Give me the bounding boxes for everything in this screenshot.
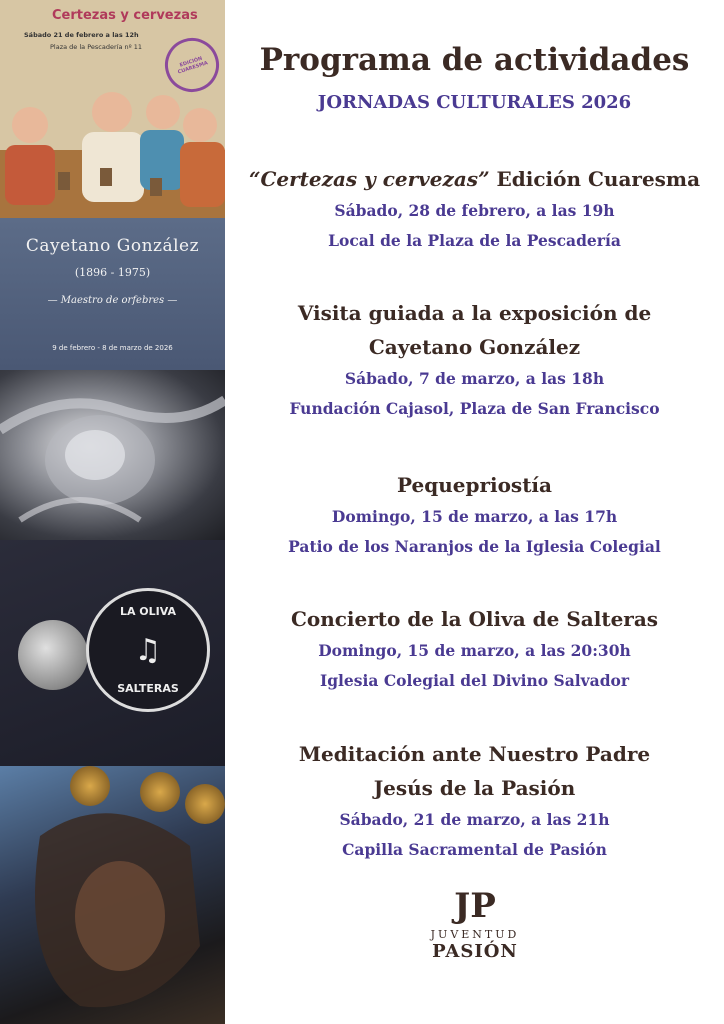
- page-title: Programa de actividades: [259, 42, 690, 78]
- poster-subtitle: — Maestro de orfebres —: [47, 295, 178, 306]
- event-visita-guiada: [225, 296, 724, 424]
- oliva-salteras-image: [0, 540, 225, 766]
- statue-face: [0, 766, 225, 1024]
- event-meditacion: [225, 737, 724, 865]
- event-place: Iglesia Colegial del Divino Salvador: [319, 671, 630, 690]
- event-pequepriostia: [225, 468, 724, 562]
- event-title: Meditación ante Nuestro Padre: [298, 742, 651, 766]
- certezas-poster-image: [0, 0, 225, 218]
- poster-title: Certezas y cervezas: [52, 8, 198, 23]
- band-badge: LA OLIVA ♫ SALTERAS: [86, 588, 210, 712]
- event-date: Domingo, 15 de marzo, a las 17h: [331, 507, 618, 526]
- silverwork-relief: [0, 370, 225, 540]
- poster-date: Sábado 21 de febrero a las 12h: [24, 31, 139, 39]
- poster-name: Cayetano González: [25, 236, 200, 256]
- logo-monogram: JP: [454, 886, 496, 926]
- event-title: Visita guiada a la exposición de: [297, 301, 652, 325]
- event-title-line2: Cayetano González: [368, 335, 581, 359]
- lyre-icon: ♫: [134, 633, 162, 668]
- edition-stamp: EDICIÓN CUARESMA: [158, 31, 225, 99]
- event-title: Concierto de la Oliva de Salteras: [290, 607, 659, 631]
- poster-place: Plaza de la Pescadería nº 11: [50, 43, 143, 51]
- poster-dates: 9 de febrero - 8 de marzo de 2026: [52, 344, 173, 352]
- page-subtitle: JORNADAS CULTURALES 2026: [317, 92, 632, 113]
- event-certezas: [225, 162, 724, 256]
- event-date: Sábado, 21 de marzo, a las 21h: [339, 810, 610, 829]
- logo-line1: JUVENTUD: [430, 928, 520, 941]
- event-title-line2: Jesús de la Pasión: [373, 776, 576, 800]
- silverwork-image: [0, 370, 225, 540]
- jesus-pasion-image: [0, 766, 225, 1024]
- logo-line2: PASIÓN: [432, 941, 518, 962]
- event-place: Capilla Sacramental de Pasión: [342, 840, 607, 859]
- gathering-illustration: [0, 0, 225, 218]
- juventud-pasion-logo: [425, 888, 525, 978]
- program-content: [225, 0, 724, 1024]
- event-place: Fundación Cajasol, Plaza de San Francisco: [289, 399, 660, 418]
- event-title: “Certezas y cervezas” Edición Cuaresma: [248, 167, 701, 191]
- event-date: Domingo, 15 de marzo, a las 20:30h: [318, 641, 631, 660]
- event-place: Patio de los Naranjos de la Iglesia Colegial: [288, 537, 661, 556]
- event-date: Sábado, 7 de marzo, a las 18h: [344, 369, 605, 388]
- event-concierto: [225, 602, 724, 696]
- event-title: Pequepriostía: [397, 473, 552, 497]
- event-place: Local de la Plaza de la Pescadería: [328, 231, 621, 250]
- event-date: Sábado, 28 de febrero, a las 19h: [334, 201, 615, 220]
- image-strip: [0, 0, 225, 1024]
- cayetano-poster-image: [0, 218, 225, 370]
- medal-icon: [18, 620, 88, 690]
- poster-years: (1896 - 1975): [74, 266, 151, 279]
